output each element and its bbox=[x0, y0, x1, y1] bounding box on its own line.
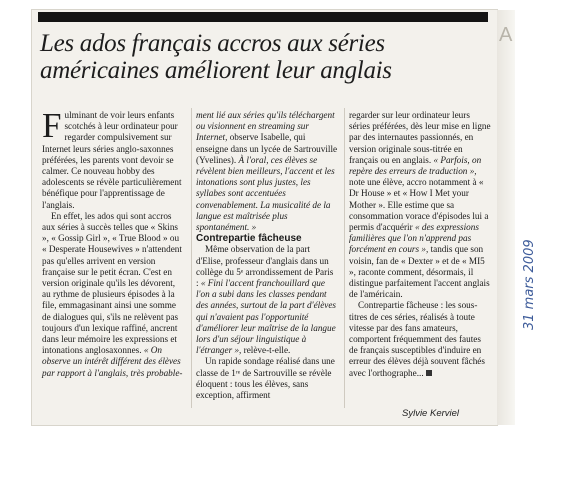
author-byline: Sylvie Kerviel bbox=[402, 408, 460, 419]
paragraph-elise bbox=[196, 244, 338, 356]
article-column-3 bbox=[349, 110, 491, 379]
quote-continued: ment lié aux séries qu'ils téléchargent ou visionnent en streaming sur Internet, bbox=[196, 110, 335, 143]
quote-start: « On observe un intérêt différent des élèves par rapport à l'anglais, très probable- bbox=[42, 345, 183, 378]
elise-end: relève-t-elle. bbox=[243, 345, 291, 356]
paragraph-students bbox=[349, 110, 491, 300]
attribution-text: observe Isabelle, qui enseigne dans un lycée de Sartrouville (Yvelines). bbox=[196, 132, 338, 165]
paragraph-subtitles bbox=[349, 300, 491, 378]
series-text: En effet, les ados qui sont accros aux séries à succès telles que « Skins », « Gossip Girl », « True Blood » ou « Desperate Housewives » n'attendent pas qu'elles arrivent en version française sur le petit écran. C'est en version originale qu'ils les dévorent, au rythme de plusieurs épisodes à la file, emmagasinant ainsi une somme de dialogues qui, s'ils ne relèvent pas toujours d'un lexique raffiné, ancrent dans leur mémoire les expressions et intonations anglosaxonnes. bbox=[42, 210, 182, 356]
end-mark-icon bbox=[426, 370, 432, 376]
paragraph-series bbox=[42, 211, 184, 379]
column-divider bbox=[344, 108, 345, 408]
intro-text: ulminant de voir leurs enfants scotchés à leur ordinateur pour regarder compulsivement sur Internet leurs séries anglo-saxonnes préférées, les parents vont devoir se calmer. Ce nouveau hobby des adolescents se révèle particulièrement bénéfique pour l'apprentissage de l'anglais. bbox=[42, 110, 182, 210]
students-text-3: tandis que son voisin, fan de « Dexter » et de « MI5 », raconte comment, désormais, il distingue parfaitement l'accent anglais de l'américain. bbox=[349, 244, 490, 300]
handwritten-date: 31 mars 2009 bbox=[522, 239, 537, 330]
article-headline: Les ados français accros aux séries américaines améliorent leur anglais bbox=[40, 30, 392, 84]
paragraph-intro bbox=[42, 106, 184, 211]
section-subhead: Contrepartie fâcheuse bbox=[196, 233, 302, 245]
paragraph-isabelle bbox=[196, 110, 338, 233]
adjacent-article-edge bbox=[497, 10, 515, 425]
quote-oral: À l'oral, ces élèves se révèlent bien meilleurs, l'accent et les intonations sont plus justes, les syllabes sont accentuées convenablement. La musicalité de la langue est maîtrisée plus spontanément. » bbox=[196, 154, 335, 233]
article-column-2 bbox=[196, 110, 338, 401]
quote-translation: « Parfois, on repère des erreurs de traduction », bbox=[349, 154, 482, 177]
column-divider bbox=[191, 108, 192, 408]
subtitles-text: Contrepartie fâcheuse : les sous-titres de ces séries, réalisés à toute vitesse par des fans amateurs, comportent fréquemment des fautes de français susceptibles d'induire en erreur des élèves déjà souvent fâchés avec l'orthographe... bbox=[349, 300, 485, 378]
paragraph-survey: Un rapide sondage réalisé dans une classe de 1ʳᵉ de Sartrouville se révèle éloquent : tous les élèves, sans exception, affirment bbox=[196, 356, 335, 401]
elise-intro: Même observation de la part d'Elise, professeur d'anglais dans un collège du 5ᵉ arrondissement de Paris : bbox=[196, 244, 334, 289]
top-rule-bar bbox=[38, 12, 488, 22]
page-margin bbox=[0, 0, 570, 8]
adjacent-article-glyph: A bbox=[499, 24, 513, 46]
quote-expressions: « des expressions familières que l'on n'apprend pas forcément en cours », bbox=[349, 222, 479, 255]
drop-cap: F bbox=[42, 106, 62, 145]
students-text-2: note une élève, accro notamment à « Dr House » et « How I Met your Mother ». Elle estime que sa consommation vorace d'épisodes lui a permis d'acquérir bbox=[349, 177, 489, 233]
quote-accent: « Fini l'accent franchouillard que l'on a subi dans les classes pendant des années, surtout de la part d'élèves qui n'avaient pas l'opportunité d'améliorer leur maîtrise de la langue lors d'un séjour linguistique à l'étranger », bbox=[196, 278, 337, 356]
article-column-1 bbox=[42, 106, 184, 379]
students-text: regarder sur leur ordinateur leurs séries préférées, dès leur mise en ligne par des internautes passionnés, en version originale sous-titrée en français ou en anglais. bbox=[349, 110, 491, 165]
